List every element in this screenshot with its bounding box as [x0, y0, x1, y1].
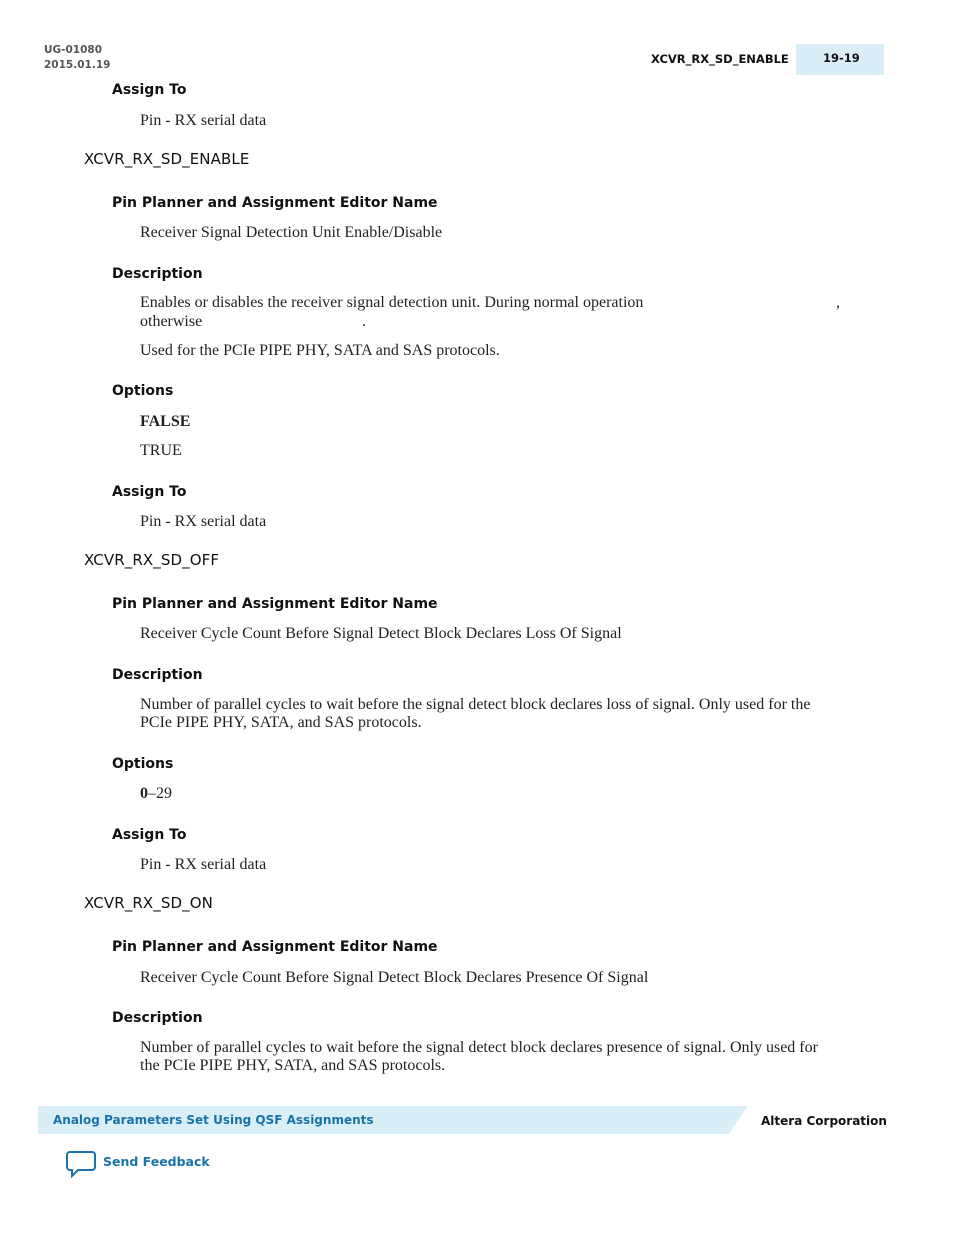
option-default: 0 [140, 785, 148, 802]
pin-planner-value: Receiver Cycle Count Before Signal Detect Block Declares Presence Of Signal [140, 969, 649, 986]
pin-planner-value: Receiver Signal Detection Unit Enable/Disable [140, 224, 443, 241]
doc-id: UG-01080 [44, 44, 103, 56]
options-heading: Options [112, 756, 174, 772]
assign-to-value: Pin - RX serial data [140, 513, 267, 530]
pin-planner-heading: Pin Planner and Assignment Editor Name [112, 596, 438, 612]
options-heading: Options [112, 383, 174, 399]
description-heading: Description [112, 667, 203, 683]
description-heading: Description [112, 1010, 203, 1026]
section-title: XCVR_RX_SD_OFF [84, 551, 220, 569]
option-range-rest: –29 [148, 785, 172, 802]
footer-company: Altera Corporation [761, 1114, 887, 1128]
assign-to-heading: Assign To [112, 82, 187, 98]
doc-date: 2015.01.19 [44, 59, 111, 71]
footer-chapter-link[interactable]: Analog Parameters Set Using QSF Assignments [53, 1113, 374, 1127]
option-value: TRUE [140, 442, 182, 459]
doc-id-block [44, 43, 110, 73]
assign-to-heading: Assign To [112, 484, 187, 500]
section-title: XCVR_RX_SD_ENABLE [84, 150, 250, 168]
header-section-title: XCVR_RX_SD_ENABLE [651, 52, 789, 66]
section-title: XCVR_RX_SD_ON [84, 894, 213, 912]
description-paragraph: Used for the PCIe PIPE PHY, SATA and SAS protocols. [140, 342, 500, 359]
description-line: the PCIe PIPE PHY, SATA, and SAS protocols. [140, 1057, 446, 1074]
description-line: otherwise [140, 313, 203, 330]
speech-bubble-icon[interactable] [66, 1150, 96, 1178]
assign-to-value: Pin - RX serial data [140, 112, 267, 129]
description-punct: . [362, 313, 366, 330]
pin-planner-heading: Pin Planner and Assignment Editor Name [112, 939, 438, 955]
option-range [140, 784, 860, 803]
description-punct: , [836, 294, 840, 311]
pin-planner-value: Receiver Cycle Count Before Signal Detect Block Declares Loss Of Signal [140, 625, 622, 642]
assign-to-heading: Assign To [112, 827, 187, 843]
page-number: 19-19 [823, 51, 860, 65]
description-line: PCIe PIPE PHY, SATA, and SAS protocols. [140, 714, 422, 731]
send-feedback-link[interactable]: Send Feedback [103, 1154, 210, 1169]
description-line: Number of parallel cycles to wait before the signal detect block declares presence of signal. Only used for [140, 1039, 818, 1056]
description-line: Enables or disables the receiver signal detection unit. During normal operation [140, 294, 644, 311]
option-default: FALSE [140, 413, 191, 430]
assign-to-value: Pin - RX serial data [140, 856, 267, 873]
description-line: Number of parallel cycles to wait before the signal detect block declares loss of signal. Only used for the [140, 696, 811, 713]
pin-planner-heading: Pin Planner and Assignment Editor Name [112, 195, 438, 211]
description-heading: Description [112, 266, 203, 282]
